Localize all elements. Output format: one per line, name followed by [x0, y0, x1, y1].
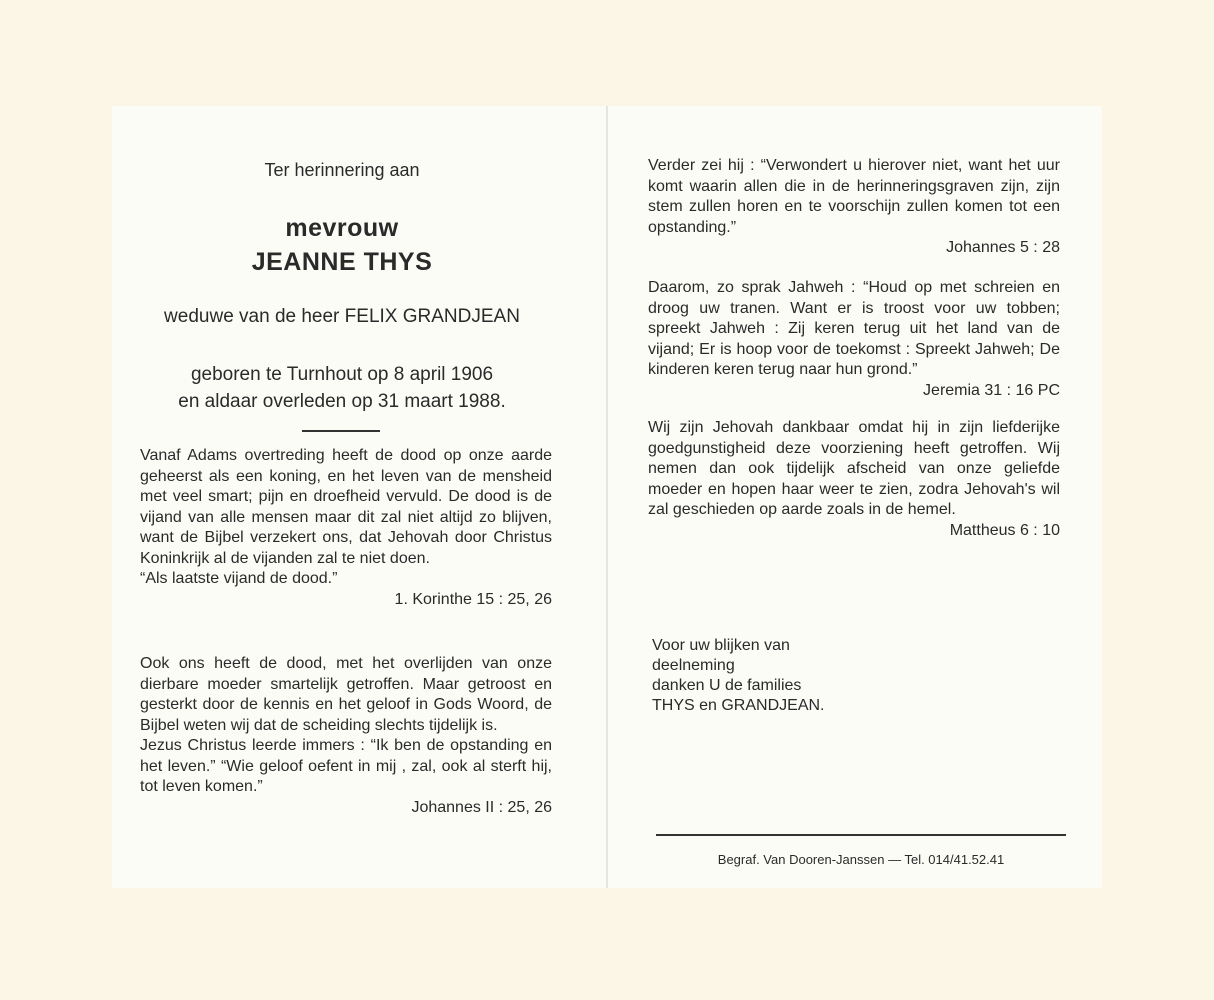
deceased-name: JEANNE THYS: [251, 248, 433, 276]
right-paragraph-1: [648, 156, 1060, 259]
title-text: mevrouw: [285, 214, 399, 242]
paragraph-text: Daarom, zo sprak Jahweh : “Houd op met schreien en droog uw tranen. Want er is troost voor uw tobben; spreekt Jahweh : Zij keren terug uit het land van de vijand; Er is hoop voor de toekomst : Spreekt Jahweh; De kinderen keren terug naar hun grond.”: [648, 279, 1060, 378]
right-paragraph-2: [648, 278, 1060, 401]
paragraph-text: Vanaf Adams overtreding heeft de dood op onze aarde geheerst als een koning, en het leven van de mensheid met veel smart; pijn en droefheid vervuld. De dood is de vijand van alle mensen maar dit zal niet altijd zo blijven, want de Bijbel verzekert ons, dat Jehovah door Christus Koninkrijk al de vijanden zal te niet doen.: [140, 447, 552, 567]
born-line: geboren te Turnhout op 8 april 1906: [190, 364, 494, 385]
thanks-line: Voor uw blijken van: [652, 637, 790, 654]
footer-rule: [656, 834, 1066, 836]
divider: [302, 430, 380, 432]
right-paragraph-3: [648, 418, 1060, 541]
bible-reference: Mattheus 6 : 10: [949, 521, 1060, 539]
left-paragraph-2: [140, 654, 552, 818]
bible-reference: Jeremia 31 : 16 PC: [923, 381, 1060, 399]
quote-text: Jezus Christus leerde immers : “Ik ben de opstanding en het leven.” “Wie geloof oefent in mij , zal, ook al sterft hij, tot leven komen.”: [140, 737, 552, 795]
paragraph-text: Wij zijn Jehovah dankbaar omdat hij in zijn liefderijke goedgunstigheid deze voorziening heeft getroffen. Wij nemen dan ook tijdelijk afscheid van onze geliefde moeder en hopen haar weer te zien, zodra Jehovah's wil zal geschieden op aarde zoals in de hemel.: [648, 419, 1060, 518]
thanks-block: [652, 636, 952, 716]
paragraph-text: Ook ons heeft de dood, met het overlijden van onze dierbare moeder smartelijk getroffen. Maar getroost en gesterkt door de kennis en het geloof in Gods Woord, de Bijbel weten wij dat de scheiding slechts tijdelijk is.: [140, 655, 552, 734]
bible-reference: 1. Korinthe 15 : 25, 26: [394, 590, 552, 608]
thanks-line: danken U de families: [652, 677, 802, 694]
died-line: en aldaar overleden op 31 maart 1988.: [178, 391, 506, 412]
funeral-home-footer: Begraf. Van Dooren-Janssen — Tel. 014/41.52.41: [717, 852, 1005, 867]
bible-reference: Johannes II : 25, 26: [411, 798, 552, 816]
birth-death-lines: [112, 361, 572, 415]
card-fold: [606, 106, 608, 888]
thanks-line: deelneming: [652, 657, 735, 674]
bible-reference: Johannes 5 : 28: [946, 239, 1060, 256]
thanks-line: THYS en GRANDJEAN.: [652, 697, 825, 714]
intro-text: Ter herinnering aan: [264, 160, 420, 180]
quote-text: “Als laatste vijand de dood.”: [140, 570, 338, 587]
left-paragraph-1: [140, 446, 552, 610]
paragraph-text: Verder zei hij : “Verwondert u hierover niet, want het uur komt waarin allen die in de herinneringsgraven zijn, zijn stem zullen horen en te voorschijn zullen komen tot een opstanding.”: [648, 157, 1060, 236]
widow-line: weduwe van de heer FELIX GRANDJEAN: [164, 306, 520, 327]
